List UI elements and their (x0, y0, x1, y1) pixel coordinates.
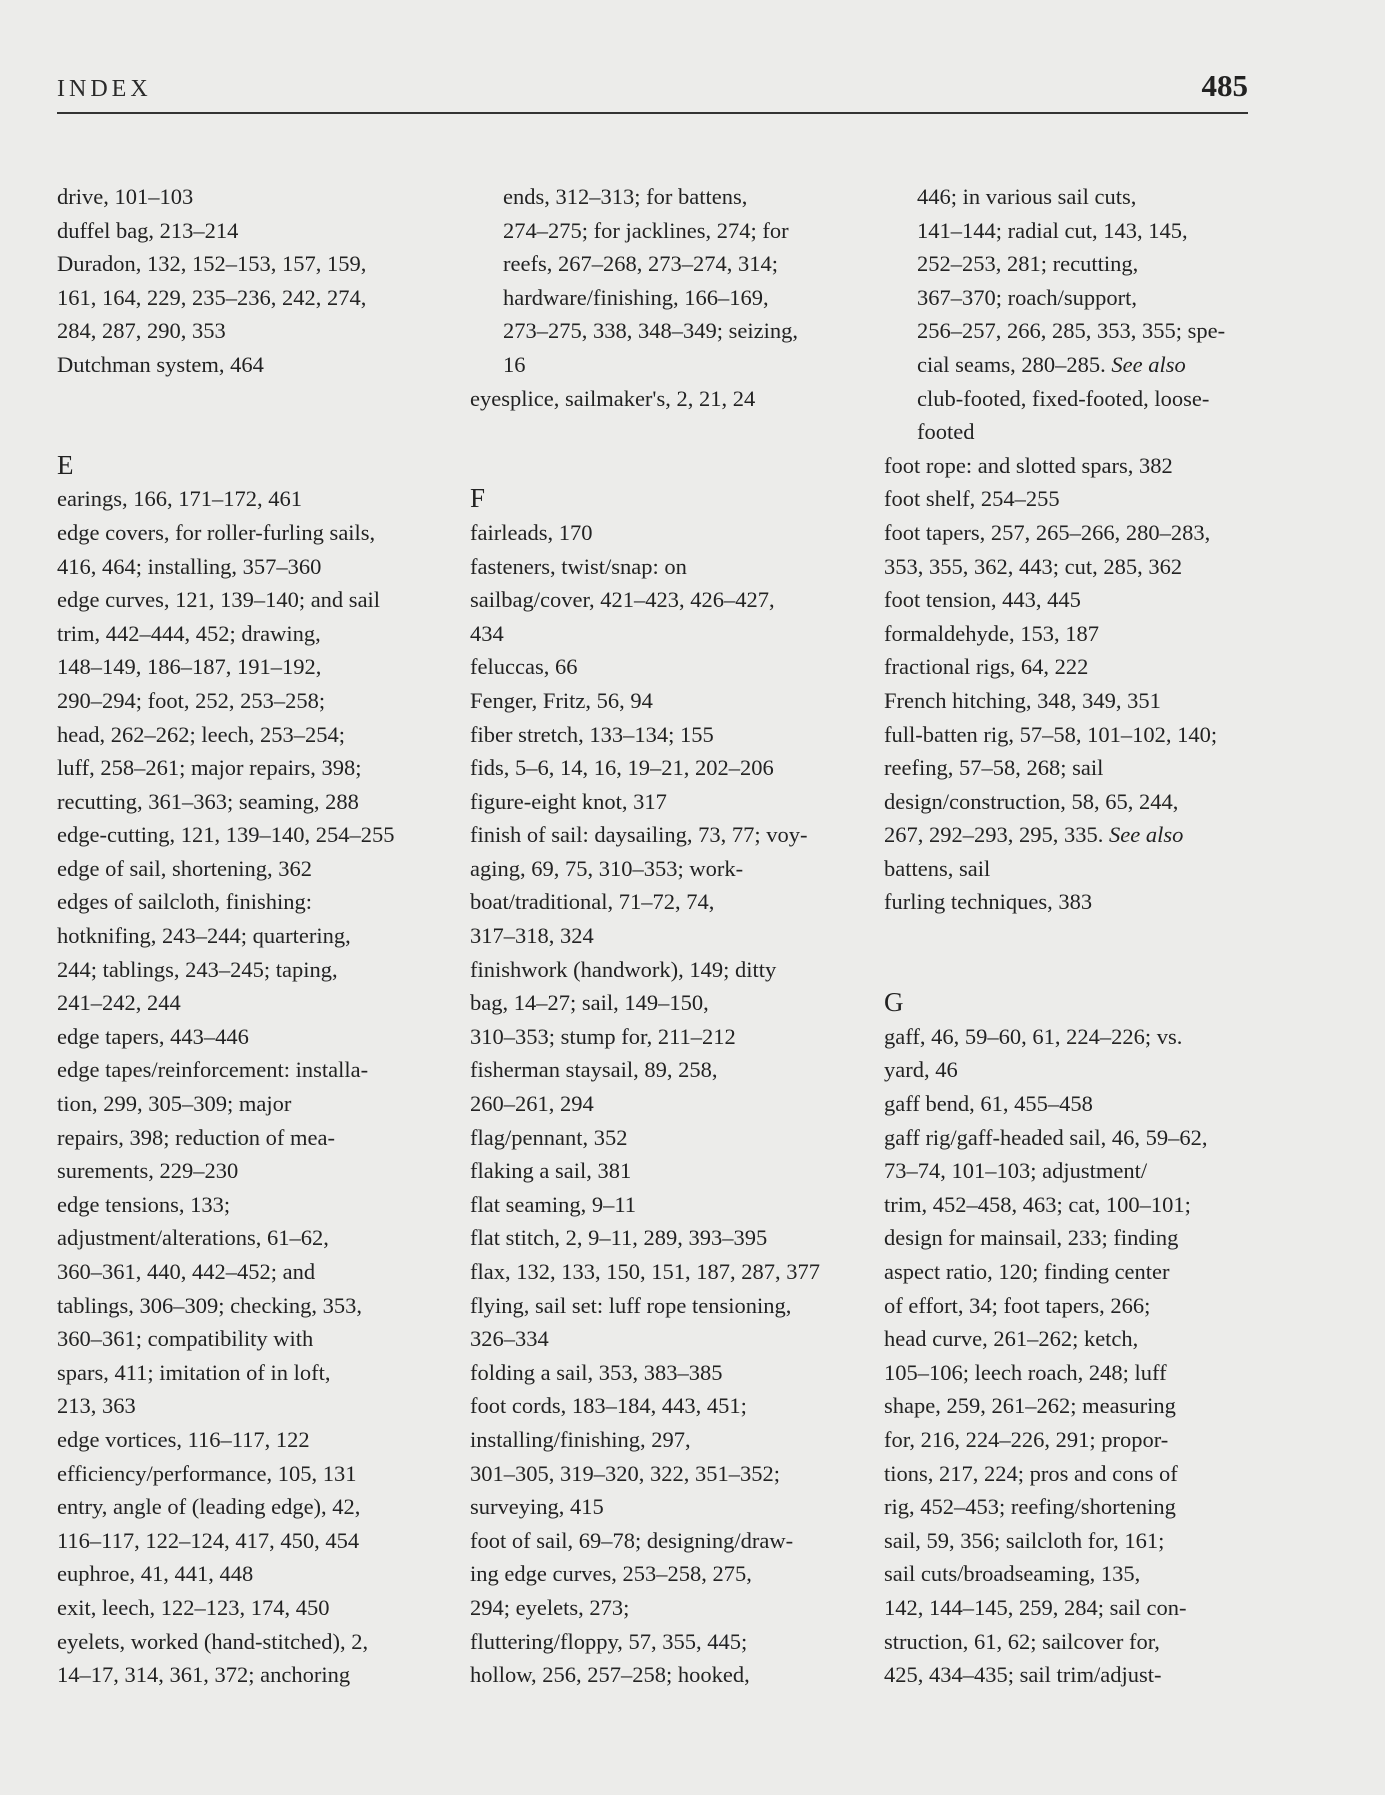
entry-line: 256–257, 266, 285, 353, 355; spe- (917, 318, 1226, 344)
entry-line: adjustment/alterations, 61–62, (57, 1225, 329, 1251)
index-entry (470, 751, 860, 785)
entry-line: ends, 312–313; for battens, (503, 184, 748, 209)
index-entry (884, 1020, 1274, 1087)
entry-line: flying, sail set: luff rope tensioning, (470, 1292, 792, 1318)
index-entry (57, 348, 447, 382)
entry-line: earings, 166, 171–172, 461 (57, 486, 302, 512)
entry-line: fluttering/floppy, 57, 355, 445; (470, 1628, 748, 1654)
entry-line: gaff bend, 61, 455–458 (884, 1091, 1093, 1117)
index-entry (470, 1255, 860, 1289)
entry-line: 213, 363 (57, 1393, 136, 1419)
index-column-3 (884, 180, 1274, 1692)
entry-line: gaff rig/gaff-headed sail, 46, 59–62, (884, 1124, 1208, 1150)
entry-line: folding a sail, 353, 383–385 (470, 1359, 723, 1385)
entry-line: footed (917, 419, 975, 445)
entry-line: 252–253, 281; recutting, (917, 251, 1139, 277)
index-entry (884, 482, 1274, 516)
section-gap (57, 382, 447, 449)
entry-line: edge tapes/reinforcement: installa- (57, 1057, 369, 1083)
entry-line: fisherman staysail, 89, 258, (470, 1057, 718, 1083)
entry-line: 141–144; radial cut, 143, 145, (917, 217, 1188, 243)
index-entry (884, 449, 1274, 483)
entry-line: trim, 452–458, 463; cat, 100–101; (884, 1191, 1191, 1217)
entry-line: finish of sail: daysailing, 73, 77; voy- (470, 822, 808, 848)
entry-line: feluccas, 66 (470, 654, 578, 680)
entry-line: 274–275; for jacklines, 274; for (503, 217, 789, 243)
index-entry (884, 718, 1274, 886)
entry-line: 267, 292–293, 295, 335. See also (884, 822, 1184, 848)
index-entry (57, 1053, 447, 1187)
index-column-2 (470, 180, 860, 1692)
entry-line: full-batten rig, 57–58, 101–102, 140; (884, 721, 1218, 747)
index-entry (57, 1591, 447, 1625)
entry-line: battens, sail (884, 855, 991, 881)
index-entry (470, 550, 860, 651)
index-entry (470, 718, 860, 752)
entry-line: flat seaming, 9–11 (470, 1191, 637, 1217)
index-entry (884, 684, 1274, 718)
entry-line: French hitching, 348, 349, 351 (884, 687, 1161, 713)
section-gap (470, 415, 860, 482)
index-entry (57, 1490, 447, 1557)
index-entry (884, 885, 1274, 919)
entry-line: trim, 442–444, 452; drawing, (57, 620, 321, 646)
entry-line: fasteners, twist/snap: on (470, 553, 687, 579)
entry-line: reefs, 267–268, 273–274, 314; (503, 251, 778, 277)
entry-line: tions, 217, 224; pros and cons of (884, 1460, 1178, 1486)
entry-line: 301–305, 319–320, 322, 351–352; (470, 1460, 781, 1486)
entry-line: edge of sail, shortening, 362 (57, 855, 312, 881)
entry-line: 317–318, 324 (470, 923, 594, 949)
index-entry (470, 1221, 860, 1255)
entry-line: 416, 464; installing, 357–360 (57, 553, 322, 579)
entry-line: of effort, 34; foot tapers, 266; (884, 1292, 1151, 1318)
index-entry (57, 482, 447, 516)
index-entry (57, 1188, 447, 1423)
entry-line: sail, 59, 356; sailcloth for, 161; (884, 1527, 1165, 1553)
entry-line: foot of sail, 69–78; designing/draw- (470, 1527, 794, 1553)
entry-line: design/construction, 58, 65, 244, (884, 788, 1179, 814)
entry-line: duffel bag, 213–214 (57, 217, 239, 243)
index-entry (884, 516, 1274, 583)
entry-line: yard, 46 (884, 1057, 958, 1083)
entry-line: fractional rigs, 64, 222 (884, 654, 1089, 680)
index-entry (884, 1087, 1274, 1121)
entry-line: 294; eyelets, 273; (470, 1594, 630, 1620)
entry-line: hardware/finishing, 166–169, (503, 284, 769, 310)
entry-line: hotknifing, 243–244; quartering, (57, 923, 351, 949)
entry-line: foot cords, 183–184, 443, 451; (470, 1393, 747, 1419)
entry-line: edge covers, for roller-furling sails, (57, 519, 376, 545)
entry-line: 105–106; leech roach, 248; luff (884, 1359, 1167, 1385)
entry-line: head curve, 261–262; ketch, (884, 1326, 1139, 1352)
index-entry (57, 180, 447, 214)
index-entry (57, 852, 447, 886)
index-entry (57, 247, 447, 348)
index-entry (470, 1121, 860, 1155)
index-entry (470, 1356, 860, 1390)
section-letter: F (470, 483, 486, 514)
entry-line: 290–294; foot, 252, 253–258; (57, 687, 326, 713)
entry-line: recutting, 361–363; seaming, 288 (57, 788, 359, 814)
entry-line: edge tensions, 133; (57, 1191, 231, 1217)
entry-line: Duradon, 132, 152–153, 157, 159, (57, 251, 367, 277)
index-entry (470, 516, 860, 550)
entry-line: efficiency/performance, 105, 131 (57, 1460, 357, 1486)
index-entry (57, 1457, 447, 1491)
index-entry (57, 1423, 447, 1457)
entry-line: aging, 69, 75, 310–353; work- (470, 855, 744, 881)
index-entry (57, 885, 447, 1019)
see-also-label: See also (1111, 351, 1186, 377)
entry-line: edges of sailcloth, finishing: (57, 889, 312, 915)
index-entry (470, 1053, 860, 1120)
entry-line: sailbag/cover, 421–423, 426–427, (470, 587, 775, 613)
index-entry (470, 650, 860, 684)
entry-line: sail cuts/broadseaming, 135, (884, 1561, 1141, 1587)
entry-line: 353, 355, 362, 443; cut, 285, 362 (884, 553, 1183, 579)
entry-line: 161, 164, 229, 235–236, 242, 274, (57, 284, 367, 310)
entry-line: exit, leech, 122–123, 174, 450 (57, 1594, 330, 1620)
index-entry (884, 1121, 1274, 1692)
entry-line: for, 216, 224–226, 291; propor- (884, 1426, 1169, 1452)
entry-line: struction, 61, 62; sailcover for, (884, 1628, 1160, 1654)
entry-line: eyesplice, sailmaker's, 2, 21, 24 (470, 385, 756, 411)
entry-line: 116–117, 122–124, 417, 450, 454 (57, 1527, 360, 1553)
index-entry (57, 583, 447, 818)
entry-line: 360–361, 440, 442–452; and (57, 1259, 316, 1284)
index-entry (884, 617, 1274, 651)
entry-line: ing edge curves, 253–258, 275, (470, 1561, 752, 1587)
entry-line: surveying, 415 (470, 1494, 604, 1520)
entry-line: flax, 132, 133, 150, 151, 187, 287, 377 (470, 1259, 820, 1284)
entry-line: edge-cutting, 121, 139–140, 254–255 (57, 822, 395, 848)
entry-line: head, 262–262; leech, 253–254; (57, 721, 346, 747)
index-entry (884, 650, 1274, 684)
entry-line: edge tapers, 443–446 (57, 1023, 249, 1049)
entry-line: drive, 101–103 (57, 184, 194, 209)
index-entry-continued (884, 180, 1274, 449)
entry-line: foot rope: and slotted spars, 382 (884, 452, 1173, 478)
entry-line: fiber stretch, 133–134; 155 (470, 721, 714, 747)
entry-line: 260–261, 294 (470, 1091, 594, 1117)
entry-line: cial seams, 280–285. See also (917, 351, 1186, 377)
entry-line: 326–334 (470, 1326, 549, 1352)
entry-line: 16 (503, 351, 526, 377)
entry-line: 284, 287, 290, 353 (57, 318, 226, 344)
index-entry (57, 818, 447, 852)
entry-line: installing/finishing, 297, (470, 1426, 691, 1452)
entry-line: surements, 229–230 (57, 1158, 239, 1184)
index-entry (470, 1524, 860, 1692)
entry-line: boat/traditional, 71–72, 74, (470, 889, 715, 915)
index-entry (470, 1154, 860, 1188)
entry-line: edge curves, 121, 139–140; and sail (57, 587, 381, 613)
entry-line: tablings, 306–309; checking, 353, (57, 1292, 362, 1318)
entry-line: 148–149, 186–187, 191–192, (57, 654, 322, 680)
entry-line: club-footed, fixed-footed, loose- (917, 385, 1210, 411)
index-entry (57, 214, 447, 248)
index-column-1 (57, 180, 447, 1692)
entry-line: formaldehyde, 153, 187 (884, 620, 1099, 646)
entry-line: tion, 299, 305–309; major (57, 1091, 292, 1117)
entry-line: repairs, 398; reduction of mea- (57, 1124, 336, 1150)
entry-line: 310–353; stump for, 211–212 (470, 1023, 736, 1049)
entry-line: flag/pennant, 352 (470, 1124, 628, 1150)
index-entry (470, 1289, 860, 1356)
index-entry (470, 818, 860, 952)
entry-line: reefing, 57–58, 268; sail (884, 755, 1104, 781)
entry-line: 446; in various sail cuts, (917, 184, 1137, 209)
entry-line: foot shelf, 254–255 (884, 486, 1060, 512)
entry-line: eyelets, worked (hand-stitched), 2, (57, 1628, 369, 1654)
entry-line: 73–74, 101–103; adjustment/ (884, 1158, 1148, 1184)
entry-line: fids, 5–6, 14, 16, 19–21, 202–206 (470, 755, 774, 781)
index-entry (57, 1020, 447, 1054)
entry-line: 273–275, 338, 348–349; seizing, (503, 318, 798, 344)
index-entry (470, 785, 860, 819)
entry-line: aspect ratio, 120; finding center (884, 1259, 1170, 1284)
running-head: INDEX (57, 76, 152, 102)
entry-line: entry, angle of (leading edge), 42, (57, 1494, 361, 1520)
section-letter: E (57, 449, 74, 480)
entry-line: flaking a sail, 381 (470, 1158, 632, 1184)
entry-line: 425, 434–435; sail trim/adjust- (884, 1662, 1162, 1688)
index-entry (470, 1188, 860, 1222)
entry-line: 434 (470, 620, 504, 646)
entry-line: gaff, 46, 59–60, 61, 224–226; vs. (884, 1023, 1183, 1049)
entry-line: hollow, 256, 257–258; hooked, (470, 1662, 750, 1688)
entry-line: flat stitch, 2, 9–11, 289, 393–395 (470, 1225, 768, 1251)
index-entry (470, 684, 860, 718)
entry-line: finishwork (handwork), 149; ditty (470, 956, 777, 982)
entry-line: luff, 258–261; major repairs, 398; (57, 755, 362, 781)
entry-line: bag, 14–27; sail, 149–150, (470, 990, 709, 1016)
entry-line: euphroe, 41, 441, 448 (57, 1561, 254, 1587)
entry-line: 241–242, 244 (57, 990, 181, 1016)
entry-line: Fenger, Fritz, 56, 94 (470, 687, 653, 713)
index-entry (470, 382, 860, 416)
page-number: 485 (1201, 68, 1248, 103)
index-entry (57, 1557, 447, 1591)
entry-line: 360–361; compatibility with (57, 1326, 314, 1352)
see-also-label: See also (1109, 822, 1184, 848)
entry-line: 14–17, 314, 361, 372; anchoring (57, 1662, 351, 1688)
section-letter: G (884, 987, 904, 1018)
entry-line: 367–370; roach/support, (917, 284, 1137, 310)
entry-line: foot tapers, 257, 265–266, 280–283, (884, 519, 1211, 545)
entry-line: 142, 144–145, 259, 284; sail con- (884, 1594, 1187, 1620)
entry-line: 244; tablings, 243–245; taping, (57, 956, 338, 982)
index-entry (57, 1625, 447, 1692)
entry-line: foot tension, 443, 445 (884, 587, 1081, 613)
entry-line: figure-eight knot, 317 (470, 788, 667, 814)
entry-line: design for mainsail, 233; finding (884, 1225, 1179, 1251)
entry-line: spars, 411; imitation of in loft, (57, 1359, 331, 1385)
entry-line: edge vortices, 116–117, 122 (57, 1426, 310, 1452)
entry-line: furling techniques, 383 (884, 889, 1093, 915)
index-entry (884, 583, 1274, 617)
section-gap (884, 919, 1274, 986)
entry-line: fairleads, 170 (470, 519, 593, 545)
index-entry-continued (470, 180, 860, 382)
header-rule (57, 112, 1248, 114)
entry-line: rig, 452–453; reefing/shortening (884, 1494, 1176, 1520)
index-entry (470, 1389, 860, 1523)
entry-line: shape, 259, 261–262; measuring (884, 1393, 1176, 1419)
index-entry (470, 953, 860, 1054)
index-entry (57, 516, 447, 583)
entry-line: Dutchman system, 464 (57, 351, 264, 377)
